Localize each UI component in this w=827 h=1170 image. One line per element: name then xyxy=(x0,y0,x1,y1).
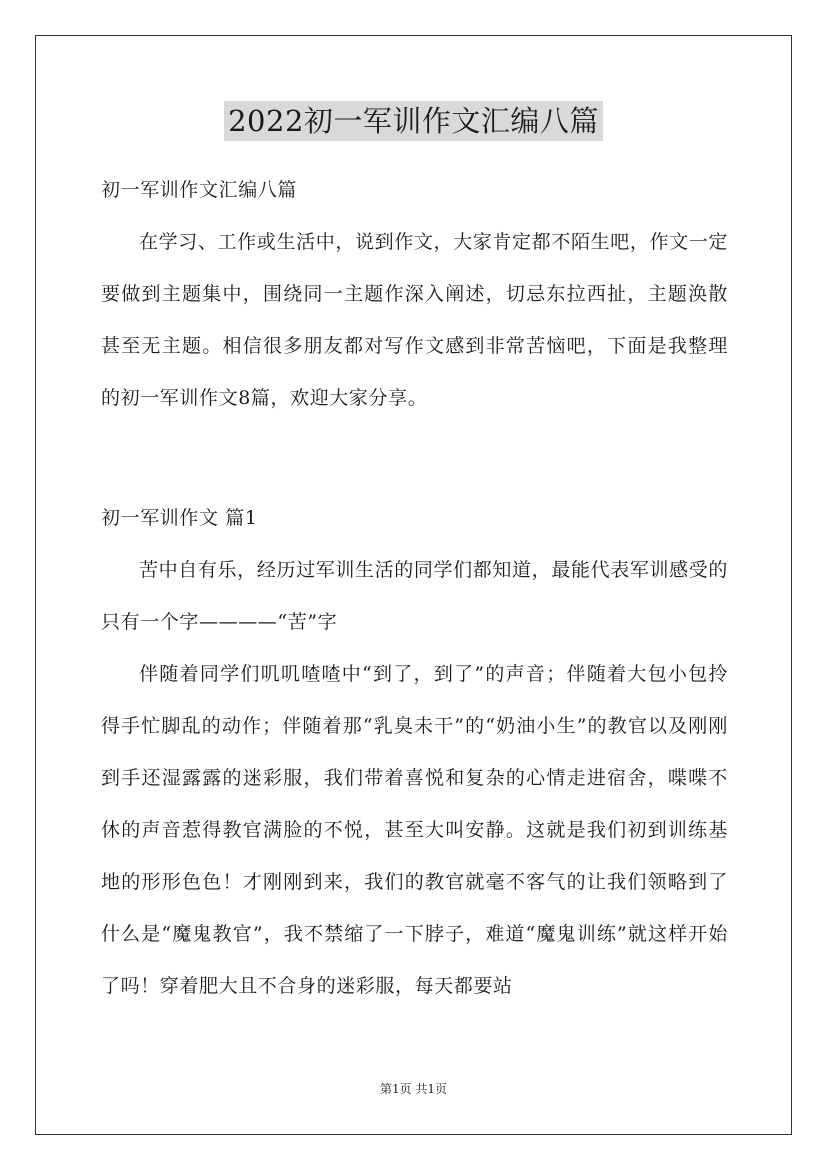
document-body xyxy=(101,164,728,424)
page-footer xyxy=(0,1081,827,1097)
section-1 xyxy=(101,492,728,1012)
section-1-paragraph-2: 伴随着同学们叽叽喳喳中“到了，到了”的声音；伴随着大包小包拎得手忙脚乱的动作；伴随着那“乳臭未干”的“奶油小生”的教官以及刚刚到手还湿露露的迷彩服，我们带着喜悦和复杂的心情走进宿舍，喋喋不休的声音惹得教官满脸的不悦，甚至大叫安静。这就是我们初到训练基地的形形色色！才刚刚到来，我们的教官就毫不客气的让我们领略到了什么是“魔鬼教官”，我不禁缩了一下脖子，难道“魔鬼训练”就这样开始了吗！穿着肥大且不合身的迷彩服，每天都要站 xyxy=(101,663,728,997)
intro-paragraph: 在学习、工作或生活中，说到作文，大家肯定都不陌生吧，作文一定要做到主题集中，围绕同一主题作深入阐述，切忌东拉西扯，主题涣散甚至无主题。相信很多朋友都对写作文感到非常苦恼吧，下面是我整理的初一军训作文8篇，欢迎大家分享。 xyxy=(101,231,728,409)
section-1-paragraph-1: 苦中自有乐，经历过军训生活的同学们都知道，最能代表军训感受的只有一个字————“苦”字 xyxy=(101,559,728,633)
document-title: 2022初一军训作文汇编八篇 xyxy=(224,101,603,141)
section-1-heading: 初一军训作文 篇1 xyxy=(101,507,258,529)
page-number: 第1页 共1页 xyxy=(379,1082,448,1096)
document-subtitle: 初一军训作文汇编八篇 xyxy=(101,179,298,201)
title-container xyxy=(0,101,827,141)
